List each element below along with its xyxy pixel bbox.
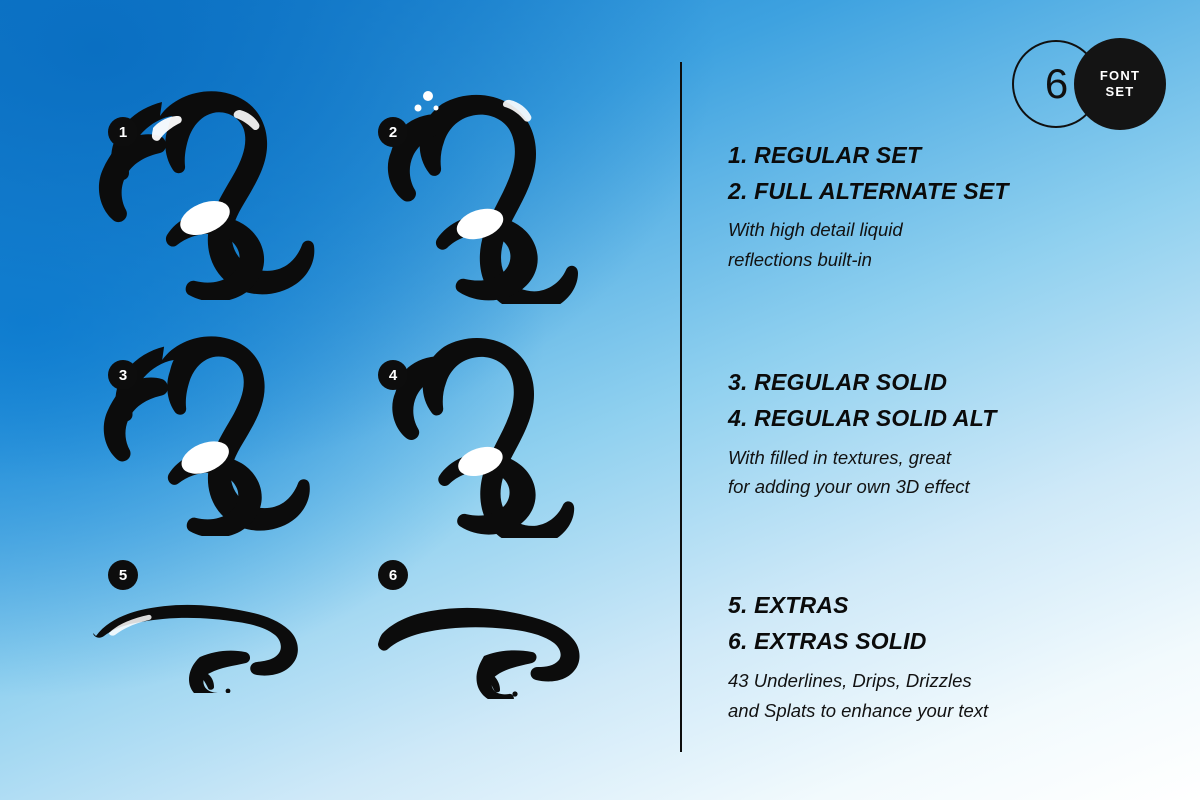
glyph-cell-4 xyxy=(360,308,620,538)
glyph-extras-underline xyxy=(80,588,360,693)
feature-5-title: 5. EXTRAS xyxy=(728,592,849,619)
feature-block-2 xyxy=(728,365,1168,502)
feature-block-2-desc-line1: With filled in textures, great xyxy=(728,446,951,468)
block-spacer-1 xyxy=(728,335,1168,365)
glyph-a-alternate-set xyxy=(370,74,610,304)
glyph-cell-3 xyxy=(60,308,320,538)
glyph-number-5: 5 xyxy=(108,560,138,590)
glyph-number-2: 2 xyxy=(378,117,408,147)
glyph-a-regular-solid-alt xyxy=(370,318,610,538)
badge-label-line2: SET xyxy=(1105,84,1135,99)
glyph-cell-5 xyxy=(60,560,340,690)
badge-label-line1: FONT xyxy=(1099,67,1141,83)
feature-block-2-desc-line2: for adding your own 3D effect xyxy=(728,476,970,498)
feature-4-title: 4. REGULAR SOLID ALT xyxy=(728,404,997,431)
feature-block-1-desc-line2: reflections built-in xyxy=(728,249,872,271)
feature-3-title: 3. REGULAR SOLID xyxy=(728,369,948,396)
glyph-cell-2 xyxy=(360,60,620,300)
glyph-number-6: 6 xyxy=(378,560,408,590)
glyph-a-regular-set xyxy=(90,70,330,300)
glyph-specimen-area xyxy=(60,60,660,750)
feature-2-title: 2. FULL ALTERNATE SET xyxy=(728,177,1009,204)
glyph-a-regular-solid xyxy=(90,316,330,536)
badge-count-number: 6 xyxy=(1044,60,1068,107)
vertical-divider xyxy=(680,62,682,752)
feature-6-title: 6. EXTRAS SOLID xyxy=(728,628,927,655)
glyph-extras-solid-underline xyxy=(360,594,640,699)
glyph-number-1: 1 xyxy=(108,117,138,147)
block-spacer-2 xyxy=(728,562,1168,588)
feature-1-title: 1. REGULAR SET xyxy=(728,142,922,168)
feature-list xyxy=(728,138,1168,726)
glyph-cell-1 xyxy=(60,60,320,300)
glyph-cell-6 xyxy=(360,560,640,690)
badge-label-circle xyxy=(1074,38,1166,130)
feature-block-3-desc-line1: 43 Underlines, Drips, Drizzles xyxy=(728,669,972,691)
feature-block-1-desc-line1: With high detail liquid xyxy=(728,219,903,241)
font-set-badge xyxy=(1012,38,1172,134)
glyph-number-3: 3 xyxy=(108,360,138,390)
feature-block-3-desc-line2: and Splats to enhance your text xyxy=(728,699,989,721)
glyph-number-4: 4 xyxy=(378,360,408,390)
feature-block-3 xyxy=(728,588,1168,725)
feature-block-1 xyxy=(728,138,1168,275)
